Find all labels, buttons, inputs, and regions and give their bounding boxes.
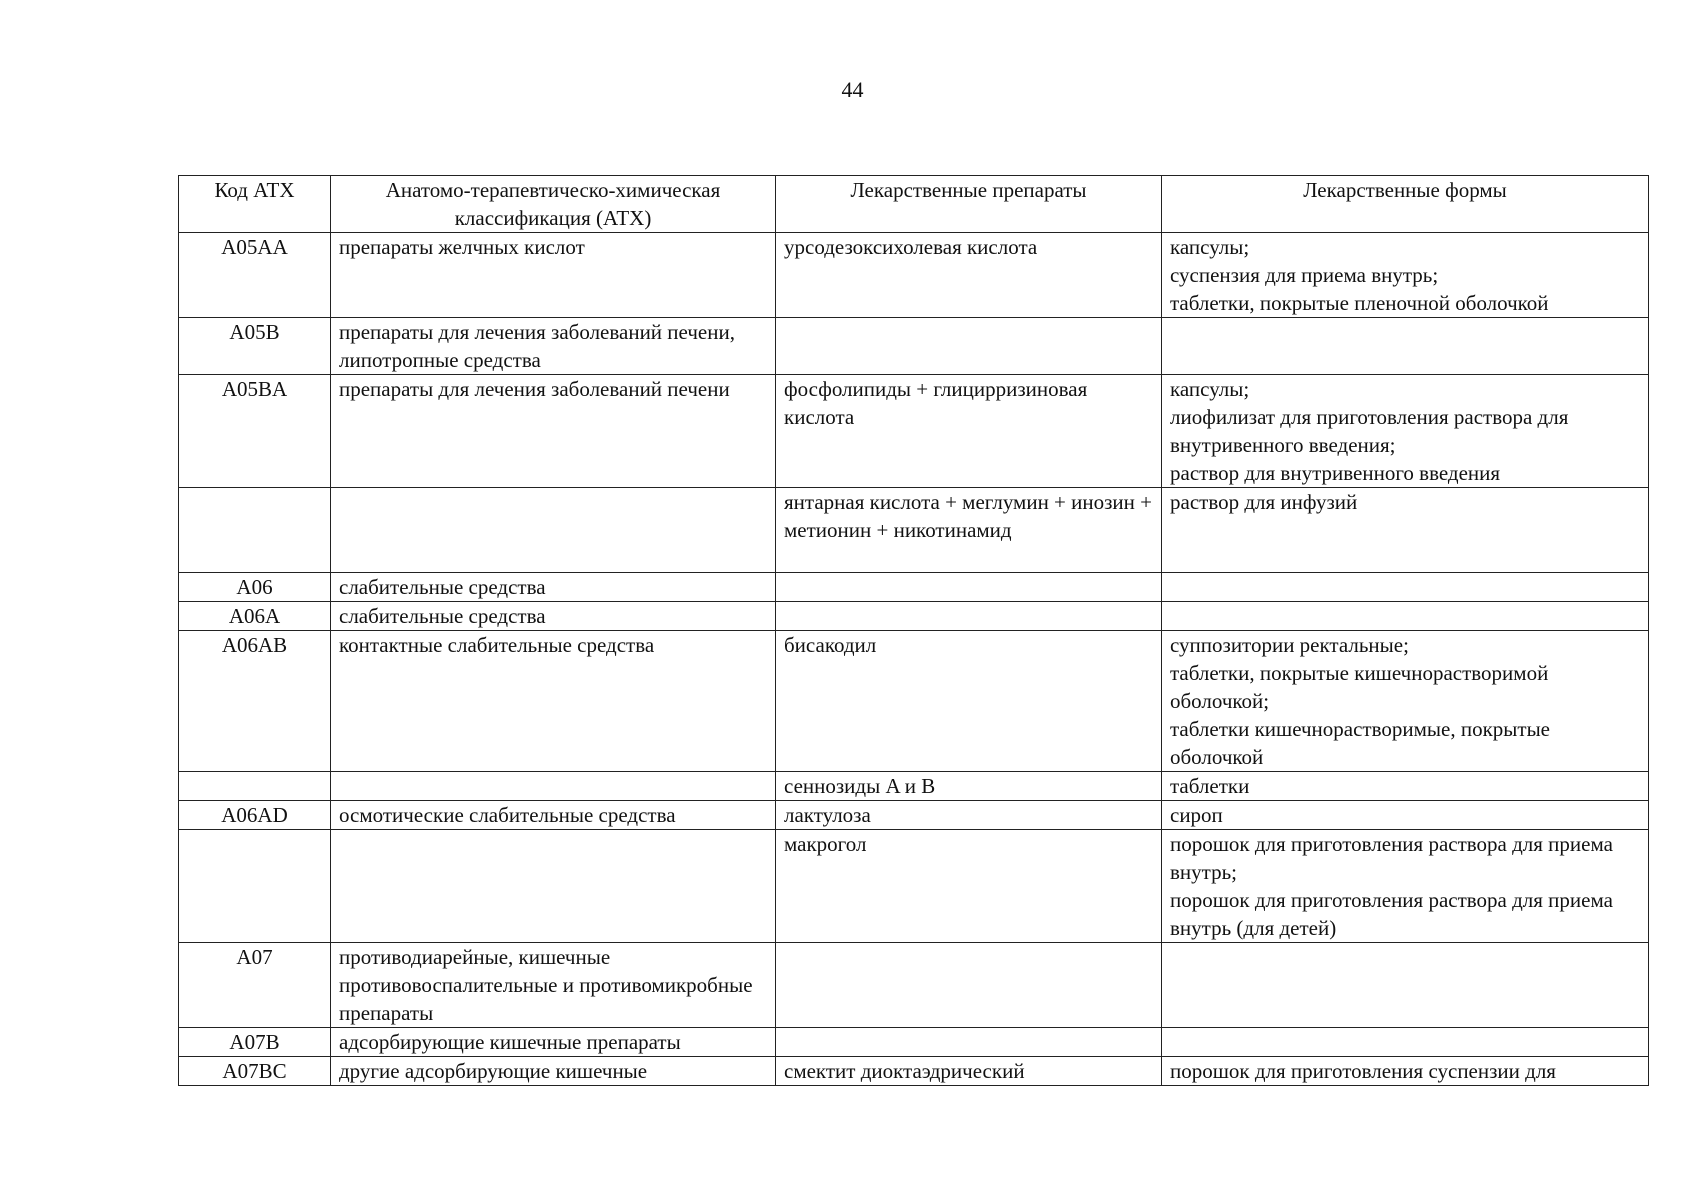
drug-cell: сеннозиды A и B [776,772,1162,801]
table-row [179,943,1649,1028]
table-row [179,233,1649,318]
dosage-forms-cell: порошок для приготовления суспензии для [1162,1057,1649,1086]
page-number: 44 [841,77,864,102]
classification-cell: другие адсорбирующие кишечные [331,1057,776,1086]
atc-code-cell: A07 [179,943,331,1028]
dosage-forms-cell: раствор для инфузий [1162,488,1649,573]
classification-cell: препараты желчных кислот [331,233,776,318]
classification-cell: слабительные средства [331,573,776,602]
table-header-row [179,176,1649,233]
classification-cell: контактные слабительные средства [331,631,776,772]
atc-code-cell [179,488,331,573]
dosage-forms-cell: капсулы; лиофилизат для приготовления раствора для внутривенного введения; раствор для внутривенного введения [1162,375,1649,488]
atc-code-cell: A07BC [179,1057,331,1086]
dosage-forms-cell [1162,573,1649,602]
classification-cell [331,830,776,943]
drug-cell: лактулоза [776,801,1162,830]
table-row [179,318,1649,375]
table-row [179,573,1649,602]
classification-cell: осмотические слабительные средства [331,801,776,830]
dosage-forms-cell: порошок для приготовления раствора для приема внутрь; порошок для приготовления раствора для приема внутрь (для детей) [1162,830,1649,943]
atc-code-cell: A06 [179,573,331,602]
atc-code-cell: A06A [179,602,331,631]
drug-cell: янтарная кислота + меглумин + инозин + метионин + никотинамид [776,488,1162,573]
table-row [179,830,1649,943]
drug-cell [776,1028,1162,1057]
atc-code-cell: A07B [179,1028,331,1057]
table-row [179,631,1649,772]
classification-cell [331,772,776,801]
dosage-forms-cell: таблетки [1162,772,1649,801]
header-drugs: Лекарственные препараты [776,176,1162,233]
atc-code-cell: A06AD [179,801,331,830]
atc-code-cell: A05AA [179,233,331,318]
table-row [179,1028,1649,1057]
atc-code-cell [179,830,331,943]
drug-cell: урсодезоксихолевая кислота [776,233,1162,318]
classification-cell: адсорбирующие кишечные препараты [331,1028,776,1057]
classification-cell: препараты для лечения заболеваний печени [331,375,776,488]
table-row [179,375,1649,488]
atc-code-cell: A05B [179,318,331,375]
drug-cell [776,943,1162,1028]
dosage-forms-cell [1162,1028,1649,1057]
table-row [179,1057,1649,1086]
atc-code-cell: A05BA [179,375,331,488]
drug-cell: бисакодил [776,631,1162,772]
table-row [179,772,1649,801]
drug-cell [776,573,1162,602]
dosage-forms-cell [1162,318,1649,375]
atc-code-cell [179,772,331,801]
table-row [179,488,1649,573]
dosage-forms-cell: капсулы; суспензия для приема внутрь; таблетки, покрытые пленочной оболочкой [1162,233,1649,318]
drug-cell: фосфолипиды + глицирризиновая кислота [776,375,1162,488]
dosage-forms-cell: суппозитории ректальные; таблетки, покрытые кишечнорастворимой оболочкой; таблетки кишечнорастворимые, покрытые оболочкой [1162,631,1649,772]
classification-cell: противодиарейные, кишечные противовоспалительные и противомикробные препараты [331,943,776,1028]
drug-cell [776,318,1162,375]
table-row [179,602,1649,631]
drug-cell [776,602,1162,631]
drug-cell: макрогол [776,830,1162,943]
header-atc-code: Код АТХ [179,176,331,233]
header-atc-classification: Анатомо-терапевтическо-химическая классификация (АТХ) [331,176,776,233]
atc-code-cell: A06AB [179,631,331,772]
atc-drug-table [178,175,1649,1086]
dosage-forms-cell: сироп [1162,801,1649,830]
classification-cell: слабительные средства [331,602,776,631]
header-dosage-forms: Лекарственные формы [1162,176,1649,233]
dosage-forms-cell [1162,943,1649,1028]
dosage-forms-cell [1162,602,1649,631]
drug-cell: смектит диоктаэдрический [776,1057,1162,1086]
classification-cell [331,488,776,573]
table-row [179,801,1649,830]
classification-cell: препараты для лечения заболеваний печени, липотропные средства [331,318,776,375]
